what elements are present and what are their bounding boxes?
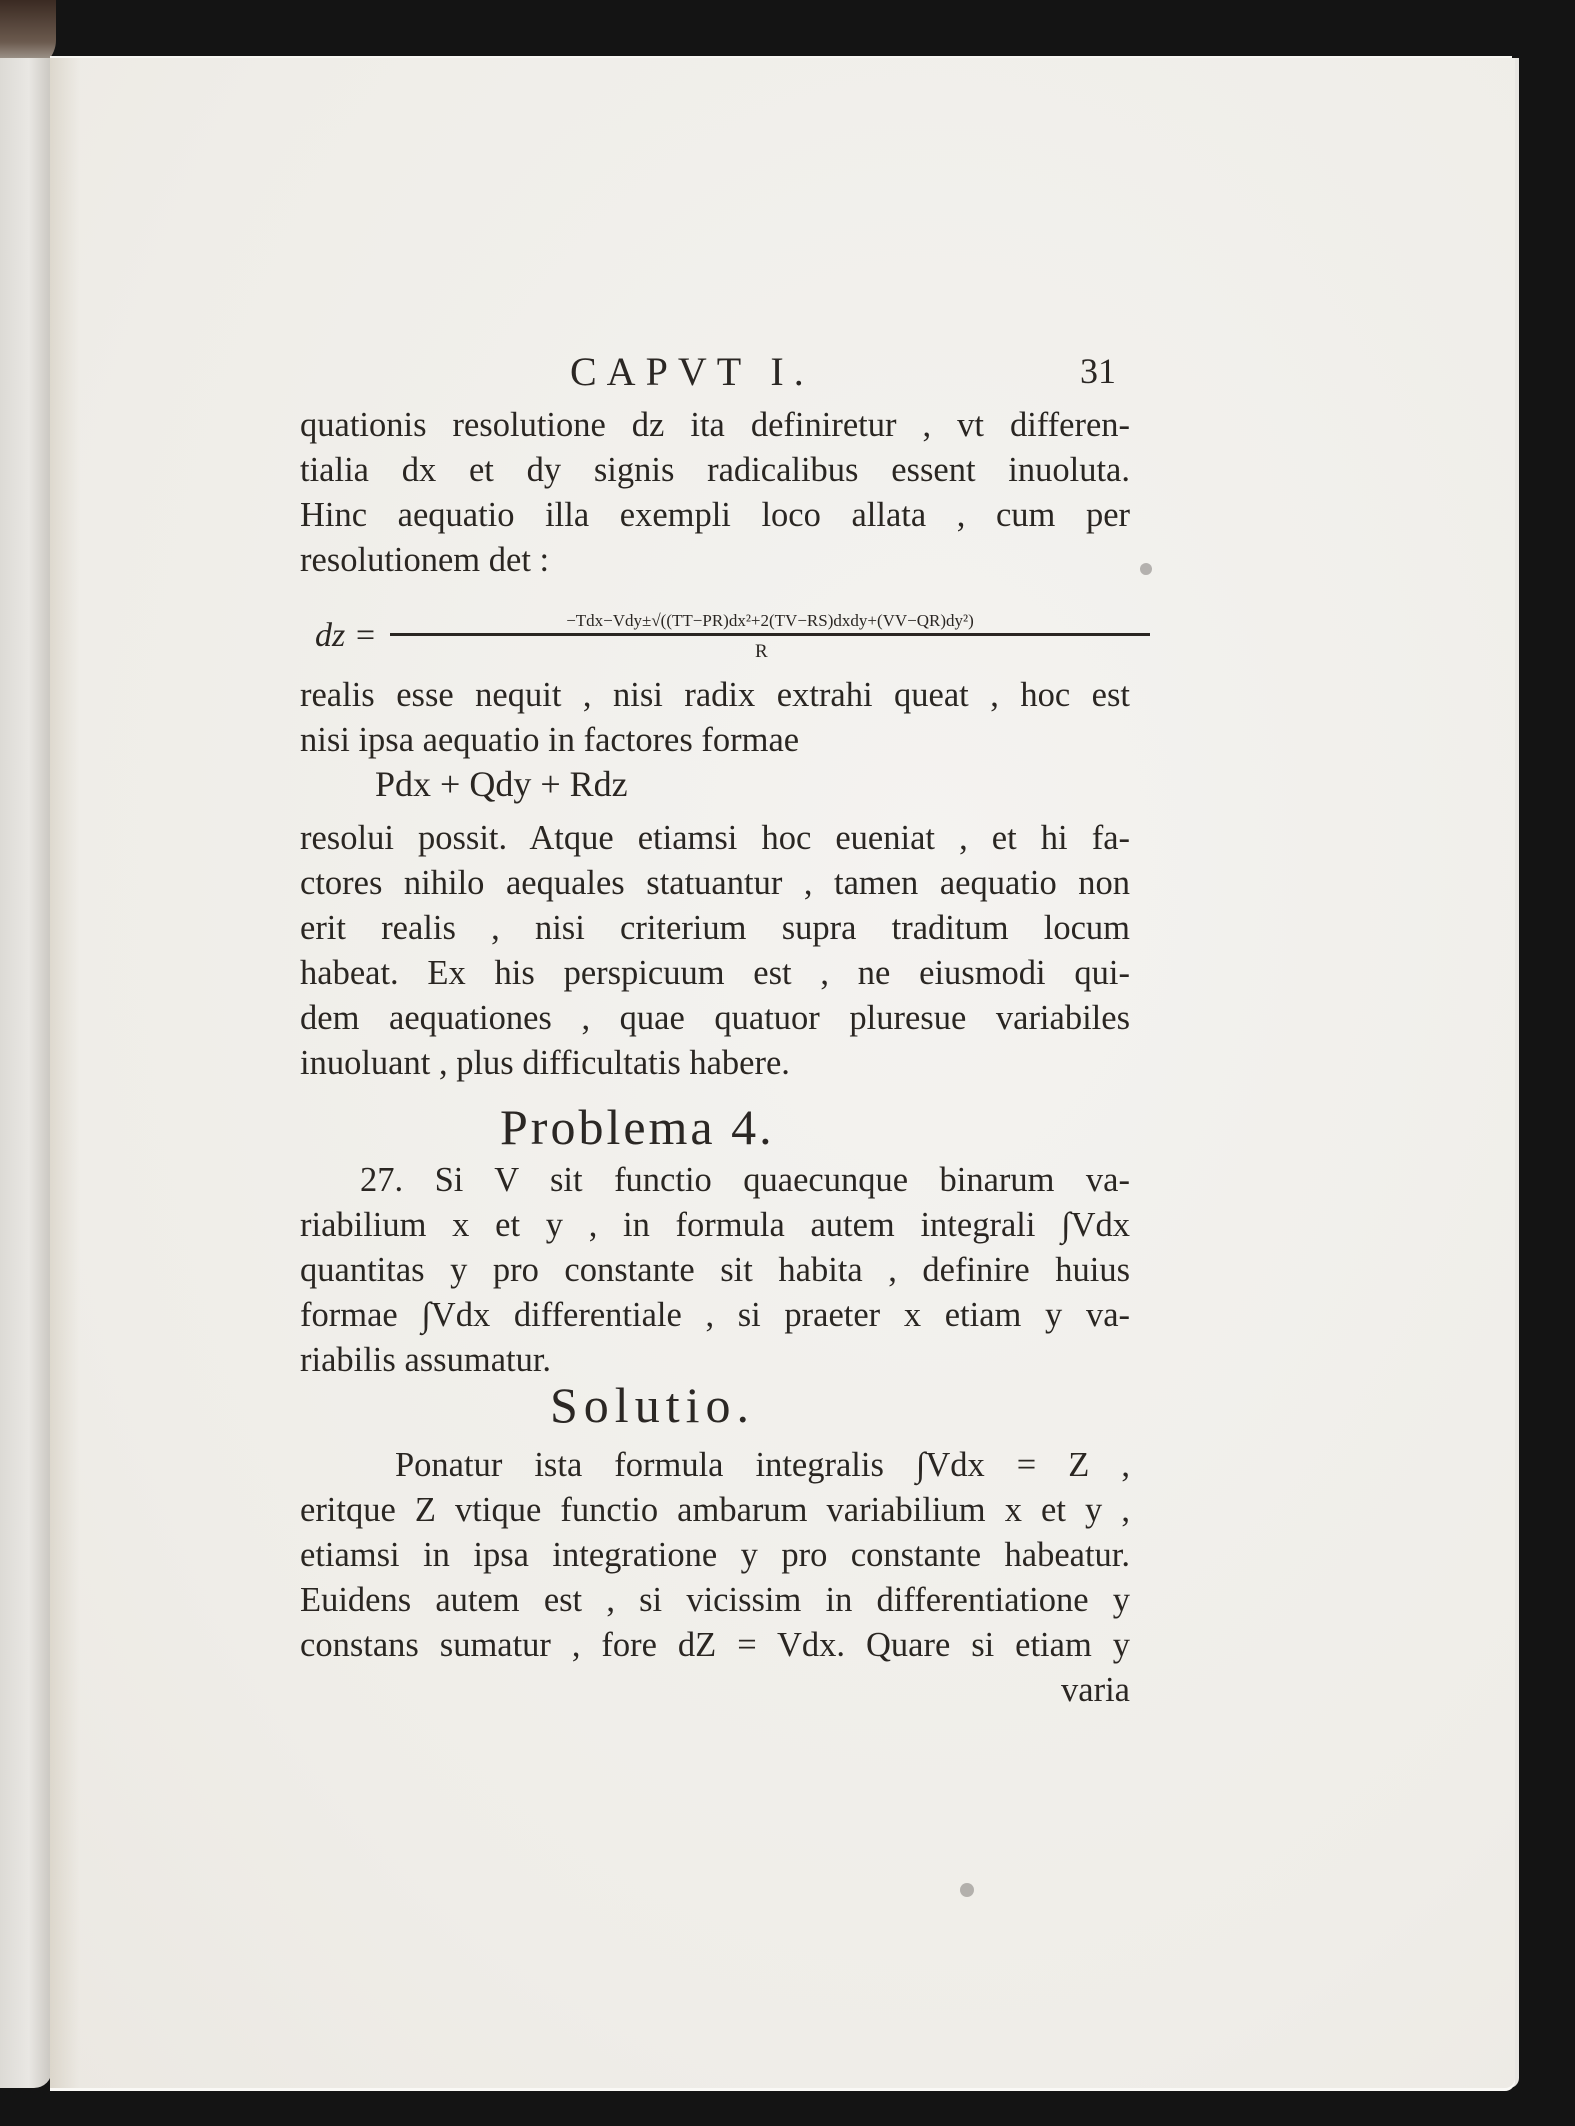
paragraph-5	[300, 1443, 1130, 1668]
text-line: resolui possit. Atque etiamsi hoc eueniat , et hi fa-	[300, 819, 1130, 857]
text-line: ctores nihilo aequales statuantur , tamen aequatio non	[300, 864, 1130, 902]
text-line: realis esse nequit , nisi radix extrahi queat , hoc est	[300, 676, 1130, 714]
formula-dz	[305, 611, 1155, 681]
catchword-line	[300, 1668, 1130, 1713]
ink-spot	[1140, 563, 1152, 575]
book-page	[50, 58, 1515, 2088]
catchword: varia	[1061, 1671, 1130, 1709]
paragraph-4	[300, 1158, 1130, 1383]
text-line: resolutionem det :	[300, 541, 550, 579]
text-line: formae ∫Vdx differentiale , si praeter x etiam y va-	[300, 1296, 1130, 1334]
paragraph-3	[300, 816, 1130, 1086]
previous-leaf-edge	[0, 58, 52, 2088]
text-line: riabilium x et y , in formula autem integrali ∫Vdx	[300, 1206, 1130, 1244]
heading-problema: Problema 4.	[500, 1099, 775, 1155]
ink-spot	[960, 1883, 974, 1897]
paragraph-2	[300, 673, 1130, 763]
running-head: CAPVT I.	[570, 349, 814, 394]
formula-lhs: dz =	[315, 617, 377, 654]
text-line: tialia dx et dy signis radicalibus essent inuoluta.	[300, 451, 1130, 489]
text-line: riabilis assumatur.	[300, 1341, 552, 1379]
text-line: Hinc aequatio illa exempli loco allata , cum per	[300, 496, 1130, 534]
text-line: eritque Z vtique functio ambarum variabilium x et y ,	[300, 1491, 1130, 1529]
text-line: quantitas y pro constante sit habita , definire huius	[300, 1251, 1130, 1289]
text-line: etiamsi in ipsa integratione y pro constante habeatur.	[300, 1536, 1130, 1574]
formula-numerator: −Tdx−Vdy±√((TT−PR)dx²+2(TV−RS)dxdy+(VV−QR)dy²)	[390, 611, 1150, 636]
formula-denominator: R	[755, 641, 768, 662]
formula-factors: Pdx + Qdy + Rdz	[375, 764, 628, 804]
text-line: dem aequationes , quae quatuor pluresue variabiles	[300, 999, 1130, 1037]
text-line: Ponatur ista formula integralis ∫Vdx = Z ,	[395, 1446, 1130, 1484]
text-line: constans sumatur , fore dZ = Vdx. Quare si etiam y	[300, 1626, 1130, 1664]
paragraph-1	[300, 403, 1130, 583]
text-line: quationis resolutione dz ita definiretur , vt differen-	[300, 406, 1130, 444]
text-line: nisi ipsa aequatio in factores formae	[300, 721, 800, 759]
text-line: 27. Si V sit functio quaecunque binarum va-	[360, 1161, 1130, 1199]
page-text	[50, 58, 1515, 2088]
page-number: 31	[1080, 351, 1116, 391]
text-line: erit realis , nisi criterium supra traditum locum	[300, 909, 1130, 947]
text-line: inuoluant , plus difficultatis habere.	[300, 1044, 790, 1082]
heading-solutio: Solutio.	[550, 1377, 755, 1433]
text-line: habeat. Ex his perspicuum est , ne eiusmodi qui-	[300, 954, 1130, 992]
text-line: Euidens autem est , si vicissim in differentiatione y	[300, 1581, 1130, 1619]
